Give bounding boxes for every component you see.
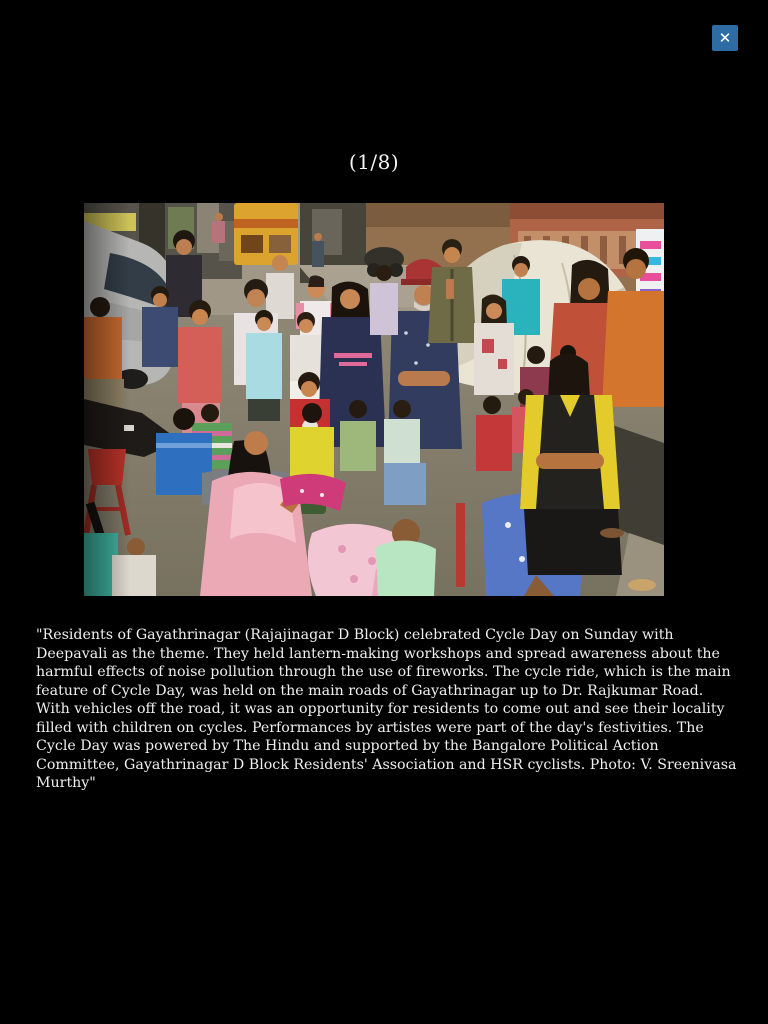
gallery-photo[interactable] <box>84 203 664 596</box>
truck <box>234 203 298 265</box>
close-button[interactable] <box>712 25 738 51</box>
photo-caption: "Residents of Gayathrinagar (Rajajinagar D Block) celebrated Cycle Day on Sunday with Deepavali as the theme. They held lantern-making workshops and spread awareness about the harmful effects of noise pollution through the use of fireworks. The cycle ride, which is the main feature of Cycle Day, was held on the main roads of Gayathrinagar up to Dr. Rajkumar Road. With vehicles off the road, it was an opportunity for residents to come out and see their locality filled with children on cycles. Performances by artistes were part of the day's festivities. The Cycle Day was powered by The Hindu and supported by the Bangalore Political Action Committee, Gayathrinagar D Block Residents' Association and HSR cyclists. Photo: V. Sreenivasa Murthy" <box>36 627 737 791</box>
vignette <box>84 203 130 596</box>
image-counter: (1/8) <box>348 150 400 174</box>
close-icon: ✕ <box>718 29 732 47</box>
street-scene-illustration <box>84 203 664 596</box>
